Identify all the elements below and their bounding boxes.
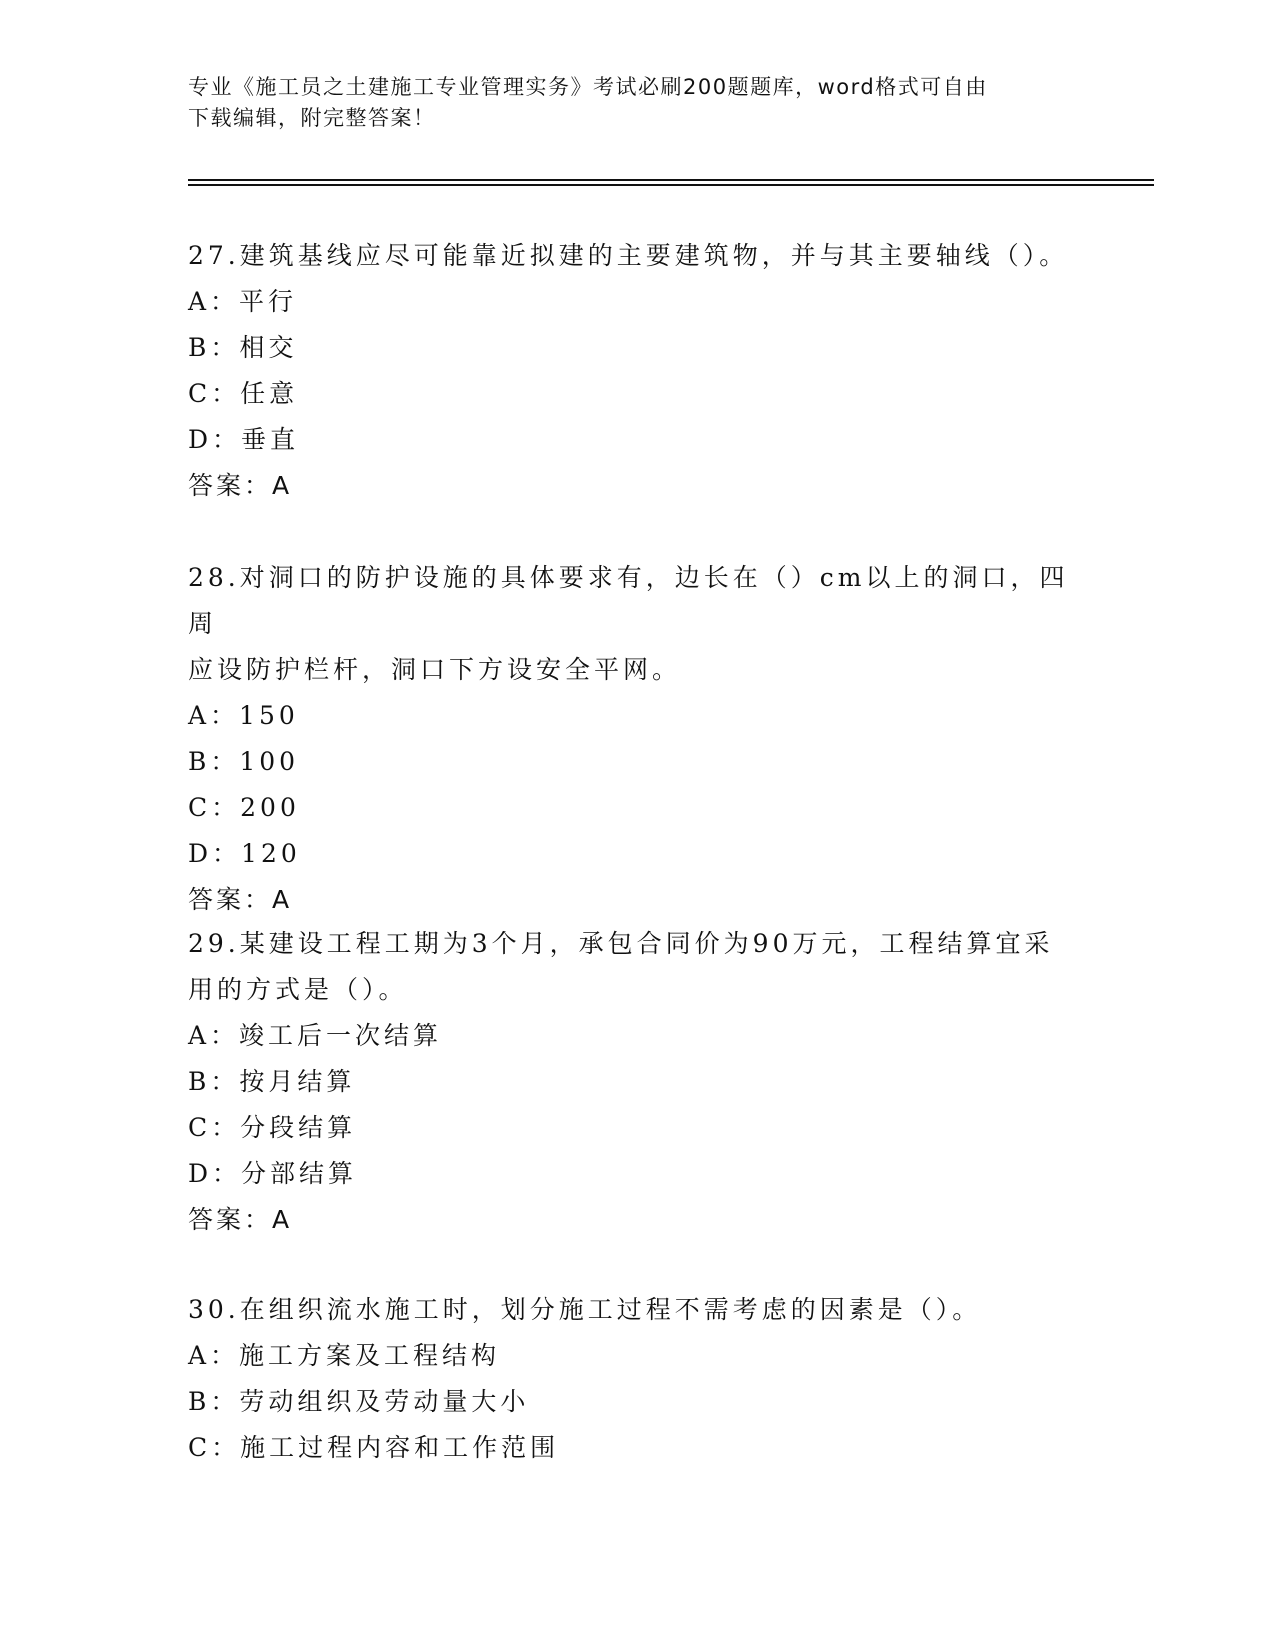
answer-line: 答案：A — [188, 471, 293, 500]
question-30 — [188, 1287, 1088, 1471]
question-stem-line: 27.建筑基线应尽可能靠近拟建的主要建筑物，并与其主要轴线（）。 — [188, 241, 1069, 270]
option-b: B：相交 — [188, 333, 298, 362]
option-d: D：分部结算 — [188, 1159, 358, 1188]
option-d: D：垂直 — [188, 425, 300, 454]
answer-line: 答案：A — [188, 885, 293, 914]
option-d: D：120 — [188, 839, 301, 868]
option-a: A：竣工后一次结算 — [188, 1021, 443, 1050]
option-b: B：100 — [188, 747, 300, 776]
header-line-1: 专业《施工员之土建施工专业管理实务》考试必刷200题题库，word格式可自由 — [188, 75, 988, 99]
header-divider-top — [188, 179, 1154, 181]
option-a: A：施工方案及工程结构 — [188, 1341, 501, 1370]
question-stem-line: 30.在组织流水施工时，划分施工过程不需考虑的因素是（）。 — [188, 1295, 982, 1324]
option-c: C：200 — [188, 793, 300, 822]
answer-line: 答案：A — [188, 1205, 293, 1234]
document-header — [188, 72, 1088, 134]
option-c: C：施工过程内容和工作范围 — [188, 1433, 560, 1462]
question-stem-line: 应设防护栏杆，洞口下方设安全平网。 — [188, 655, 682, 684]
question-stem-line: 用的方式是（）。 — [188, 975, 408, 1004]
question-27 — [188, 233, 1088, 509]
option-c: C：任意 — [188, 379, 299, 408]
question-28 — [188, 555, 1088, 923]
question-stem-line: 29.某建设工程工期为3个月，承包合同价为90万元，工程结算宜采 — [188, 929, 1054, 958]
option-b: B：劳动组织及劳动量大小 — [188, 1387, 530, 1416]
header-line-2: 下载编辑，附完整答案！ — [188, 106, 436, 130]
option-a: A：150 — [188, 701, 299, 730]
option-a: A：平行 — [188, 287, 298, 316]
header-divider-bottom — [188, 184, 1154, 186]
option-c: C：分段结算 — [188, 1113, 357, 1142]
question-stem-line: 28.对洞口的防护设施的具体要求有，边长在（）cm以上的洞口，四周 — [188, 563, 1069, 638]
option-b: B：按月结算 — [188, 1067, 356, 1096]
question-29 — [188, 921, 1088, 1243]
